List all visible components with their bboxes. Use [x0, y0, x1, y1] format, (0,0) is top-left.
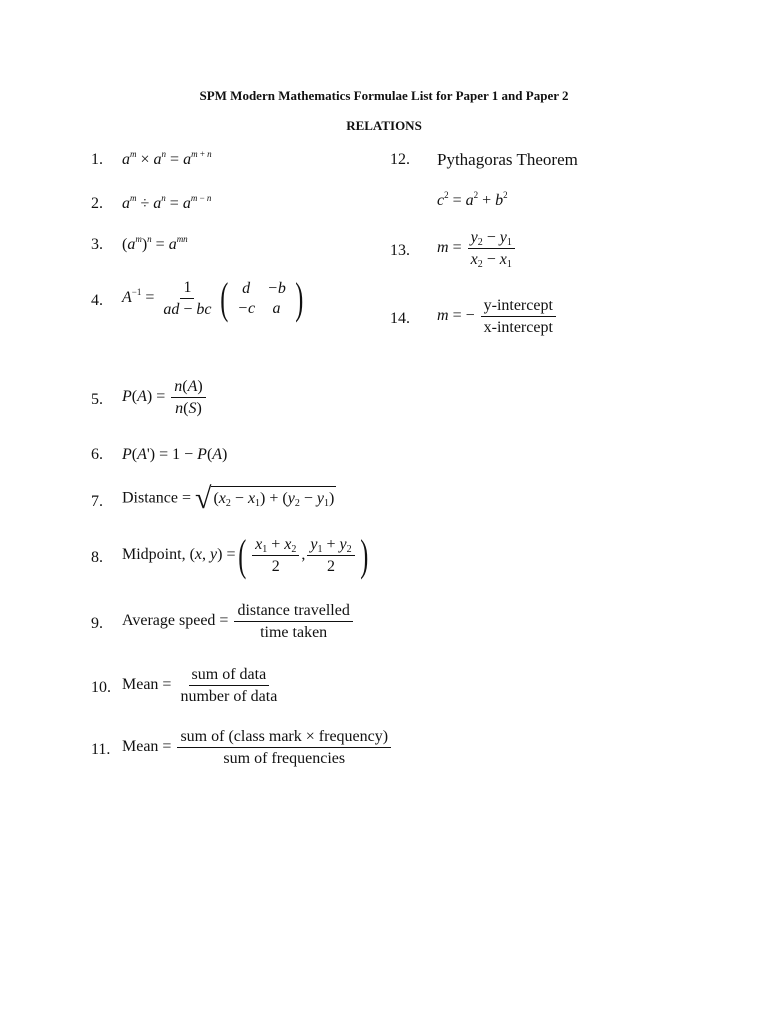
formula-9	[122, 601, 355, 642]
formula-13: m = $\frac{y_2 - y_1}{x_2 - x_1}$	[437, 228, 517, 269]
section-heading: RELATIONS	[346, 118, 422, 133]
mean-10-numerator: sum of data	[189, 665, 270, 686]
formula-8: Midpoint, (x, y) =( $\frac{x_1 + x_2}{2}$ , $\frac{y_1 + y_2}{2}$ )	[122, 530, 368, 580]
mean-10-denominator: number of data	[180, 688, 278, 705]
formula-number-12: 12.	[390, 151, 410, 168]
midpoint-label: Midpoint,	[122, 546, 186, 564]
formula-number-14: 14.	[390, 310, 410, 327]
average-speed-label: Average speed =	[122, 612, 229, 630]
formula-number-11: 11.	[91, 741, 111, 758]
formula-number-7: 7.	[91, 493, 103, 510]
pythagoras-label: Pythagoras Theorem	[437, 150, 578, 169]
formula-7: Distance = √ $(x_2 - x_1) + (y_2 - y_1)$	[122, 482, 335, 515]
formula-number-4: 4.	[91, 292, 103, 309]
formula-10	[122, 665, 282, 706]
mean-11-denominator: sum of frequencies	[223, 750, 346, 767]
document-title: SPM Modern Mathematics Formulae List for Paper 1 and Paper 2	[199, 88, 569, 103]
formula-5: P(A) = $\frac{n(A)}{n(S)}$	[122, 377, 208, 418]
gradient-numerator: y-intercept	[481, 296, 556, 317]
mean-11-numerator: sum of (class mark × frequency)	[177, 727, 391, 748]
formula-11	[122, 727, 393, 768]
average-speed-denominator: time taken	[260, 624, 328, 641]
formula-number-9: 9.	[91, 615, 103, 632]
formula-number-13: 13.	[390, 242, 410, 259]
formula-number-2: 2.	[91, 195, 103, 212]
formula-number-3: 3.	[91, 236, 103, 253]
gradient-denominator: x-intercept	[483, 319, 553, 336]
formula-number-6: 6.	[91, 446, 103, 463]
formula-12: $c^2 = a^2 + b^2$	[437, 190, 508, 209]
mean-label-11: Mean =	[122, 738, 172, 756]
distance-label: Distance =	[122, 489, 191, 507]
formula-4: $A^{-1}$ = $\frac{1}{ad - bc}$ ( d −b −c a )	[122, 273, 304, 323]
formula-number-5: 5.	[91, 391, 103, 408]
formula-1: $a^m \times a^n = a^{m + n}$	[122, 149, 212, 168]
formula-14: m = − $\frac{\text{y-intercept}}{\text{x-intercept}}$	[437, 296, 558, 337]
formula-number-1: 1.	[91, 151, 103, 168]
formula-3: $(a^m)^n = a^{mn}$	[122, 234, 188, 253]
formula-2: $a^m \div a^n = a^{m - n}$	[122, 193, 212, 212]
mean-label-10: Mean =	[122, 676, 172, 694]
formula-number-8: 8.	[91, 549, 103, 566]
formula-number-10: 10.	[91, 679, 111, 696]
formula-6: P(A') = 1 − P(A)	[122, 446, 228, 463]
average-speed-numerator: distance travelled	[234, 601, 352, 622]
